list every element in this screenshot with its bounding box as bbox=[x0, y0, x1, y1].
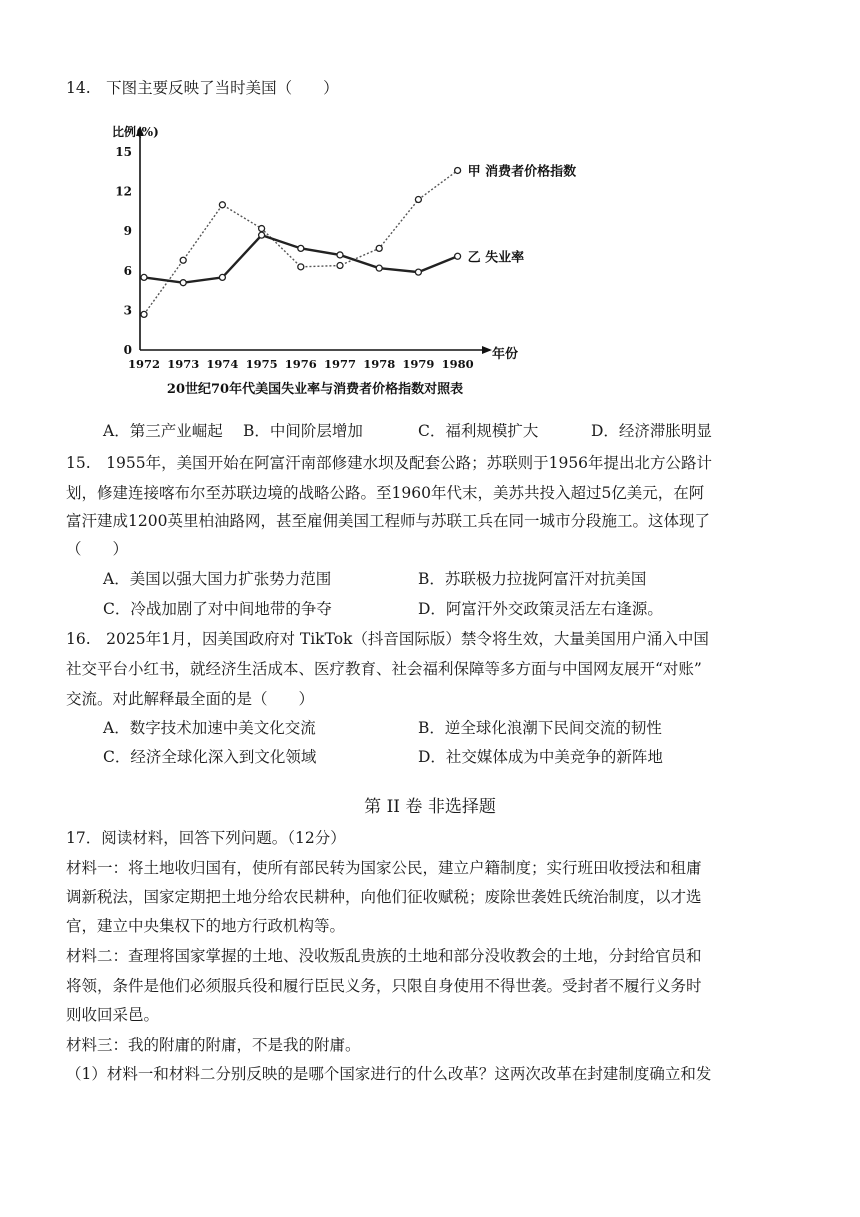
y-tick-label: 3 bbox=[123, 303, 132, 318]
q16-option-a[interactable]: A．数字技术加速中美文化交流 bbox=[103, 719, 316, 737]
q16-option-d[interactable]: D．社交媒体成为中美竞争的新阵地 bbox=[418, 748, 663, 766]
q14-option-c[interactable]: C．福利规模扩大 bbox=[418, 422, 539, 440]
y-tick-label: 6 bbox=[123, 263, 132, 278]
cpi-point bbox=[219, 202, 225, 208]
x-tick-label: 1980 bbox=[441, 357, 474, 371]
cpi-point bbox=[180, 257, 186, 263]
q15-line-2: 划，修建连接喀布尔至苏联边境的战略公路。至1960年代末，美苏共投入超过5亿美元，在阿 bbox=[66, 484, 705, 502]
y-axis-label: 比例(%) bbox=[112, 125, 159, 139]
q15-option-c[interactable]: C．冷战加剧了对中间地带的争夺 bbox=[103, 600, 332, 618]
cpi-legend-label: 甲 消费者价格指数 bbox=[467, 164, 577, 180]
cpi-point bbox=[376, 245, 382, 251]
unemployment-point bbox=[141, 274, 147, 280]
x-axis-label: 年份 bbox=[492, 347, 519, 362]
q14-option-b[interactable]: B．中间阶层增加 bbox=[243, 422, 363, 440]
unemployment-point bbox=[415, 269, 421, 275]
q17-line-3: 调新税法，国家定期把土地分给农民耕种，向他们征收赋税；废除世袭姓氏统治制度，以才选 bbox=[66, 888, 702, 906]
q14-option-d[interactable]: D．经济滞胀明显 bbox=[591, 422, 712, 440]
q16-line-1: 16. 2025年1月，因美国政府对 TikTok（抖音国际版）禁令将生效，大量美国用户涌入中国 bbox=[66, 630, 709, 648]
q15-option-a[interactable]: A．美国以强大国力扩张势力范围 bbox=[103, 570, 332, 588]
unemployment-point bbox=[455, 253, 461, 259]
x-tick-label: 1977 bbox=[323, 357, 357, 371]
y-tick-label: 0 bbox=[123, 343, 132, 357]
q17-line-4: 官，建立中央集权下的地方行政机构等。 bbox=[66, 917, 346, 935]
y-tick-label: 12 bbox=[115, 184, 132, 199]
q17-line-1: 17．阅读材料，回答下列问题。（12分） bbox=[66, 829, 346, 847]
q16-line-3: 交流。对此解释最全面的是（ ） bbox=[66, 690, 315, 708]
cpi-point bbox=[415, 197, 421, 203]
x-tick-label: 1976 bbox=[284, 357, 317, 371]
x-tick-label: 1974 bbox=[206, 357, 239, 371]
q15-line-1: 15. 1955年，美国开始在阿富汗南部修建水坝及配套公路；苏联则于1956年提出北方公路计 bbox=[66, 454, 713, 472]
unemployment-point bbox=[298, 245, 304, 251]
cpi-point bbox=[259, 226, 265, 232]
unemployment-point bbox=[180, 280, 186, 286]
q16-option-c[interactable]: C．经济全球化深入到文化领域 bbox=[103, 748, 317, 766]
line-chart bbox=[112, 118, 600, 403]
chart-caption: 20世纪70年代美国失业率与消费者价格指数对照表 bbox=[166, 382, 464, 397]
q17-line-2: 材料一：将土地收归国有，使所有部民转为国家公民，建立户籍制度；实行班田收授法和租庸 bbox=[66, 859, 702, 877]
q17-line-8: 材料三：我的附庸的附庸，不是我的附庸。 bbox=[66, 1036, 361, 1054]
x-tick-label: 1979 bbox=[402, 357, 435, 371]
cpi-point bbox=[337, 263, 343, 269]
unemployment-point bbox=[259, 232, 265, 238]
q17-line-9: （1）材料一和材料二分别反映的是哪个国家进行的什么改革？这两次改革在封建制度确立和发 bbox=[66, 1065, 712, 1083]
q14-option-a[interactable]: A．第三产业崛起 bbox=[103, 422, 223, 440]
cpi-point bbox=[141, 311, 147, 317]
x-tick-label: 1972 bbox=[127, 357, 161, 371]
x-tick-label: 1978 bbox=[363, 357, 396, 371]
unemployment-legend-label: 乙 失业率 bbox=[467, 250, 525, 266]
x-axis-arrow bbox=[482, 346, 492, 354]
section-title: 第 II 卷 非选择题 bbox=[364, 797, 496, 817]
unemployment-point bbox=[376, 265, 382, 271]
y-tick-label: 15 bbox=[115, 145, 132, 159]
unemployment-point bbox=[219, 274, 225, 280]
q16-line-2: 社交平台小红书，就经济生活成本、医疗教育、社会福利保障等多方面与中国网友展开“对账” bbox=[66, 660, 702, 678]
cpi-line bbox=[144, 170, 458, 314]
q17-line-7: 则收回采邑。 bbox=[66, 1006, 160, 1024]
x-tick-label: 1973 bbox=[167, 357, 200, 371]
x-tick-label: 1975 bbox=[245, 357, 278, 371]
unemployment-line bbox=[144, 235, 458, 283]
unemployment-point bbox=[337, 252, 343, 258]
q17-line-5: 材料二：查理将国家掌握的土地、没收叛乱贵族的土地和部分没收教会的土地，分封给官员和 bbox=[66, 947, 702, 965]
q15-option-b[interactable]: B．苏联极力拉拢阿富汗对抗美国 bbox=[418, 570, 647, 588]
q16-option-b[interactable]: B．逆全球化浪潮下民间交流的韧性 bbox=[418, 719, 662, 737]
q14-stem: 14. 下图主要反映了当时美国（ ） bbox=[66, 79, 339, 97]
y-tick-label: 9 bbox=[123, 224, 132, 239]
q15-option-d[interactable]: D．阿富汗外交政策灵活左右逢源。 bbox=[418, 600, 663, 618]
q15-line-3: 富汗建成1200英里柏油路网，甚至雇佣美国工程师与苏联工兵在同一城市分段施工。这体现了 bbox=[66, 512, 710, 530]
cpi-point bbox=[298, 264, 304, 270]
q15-line-4: （ ） bbox=[66, 540, 129, 558]
cpi-point bbox=[455, 167, 461, 173]
q17-line-6: 将领，条件是他们必须服兵役和履行臣民义务，只限自身使用不得世袭。受封者不履行义务时 bbox=[66, 977, 702, 995]
